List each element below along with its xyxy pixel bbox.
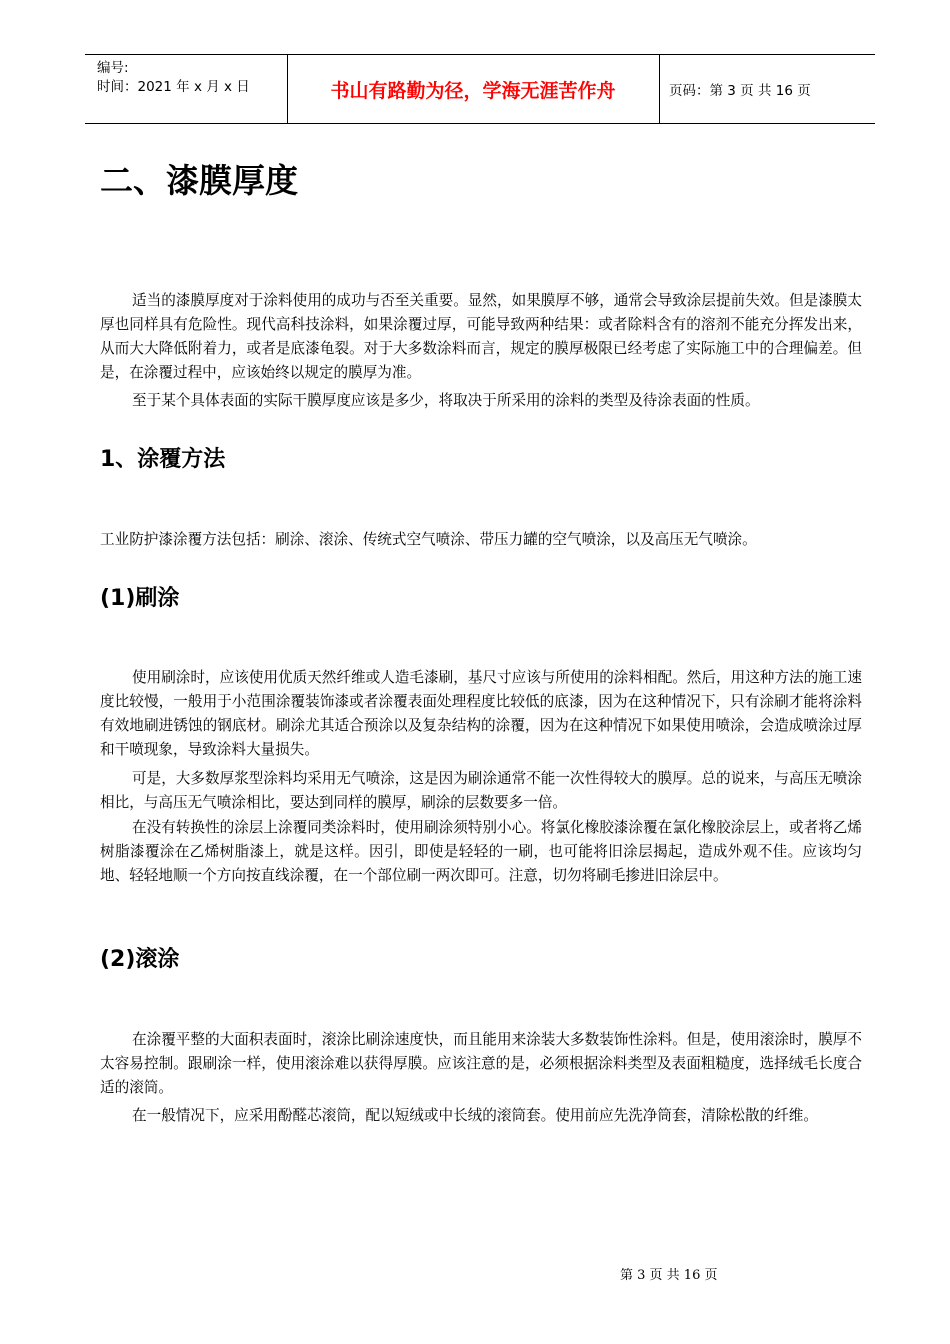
header-divider <box>659 55 660 123</box>
intro-paragraph: 至于某个具体表面的实际干膜厚度应该是多少，将取决于所采用的涂料的类型及待涂表面的性质。 <box>132 392 760 409</box>
subsection-heading: (2)滚涂 <box>100 947 180 972</box>
section-paragraph: 工业防护漆涂覆方法包括：刷涂、滚涂、传统式空气喷涂、带压力罐的空气喷涂，以及高压无气喷涂。 <box>100 531 757 548</box>
section-heading: 1、涂覆方法 <box>100 447 226 472</box>
body-paragraph: 在一般情况下，应采用酚醛芯滚筒，配以短绒或中长绒的滚筒套。使用前应先洗净筒套，清除松散的纤维。 <box>132 1107 818 1124</box>
header-page-info: 页码：第 3 页 共 16 页 <box>669 83 811 99</box>
intro-paragraph: 适当的漆膜厚度对于涂料使用的成功与否至关重要。显然，如果膜厚不够，通常会导致涂层提前失效。但是漆膜太厚也同样具有危险性。现代高科技涂料，如果涂覆过厚，可能导致两种结果：或者除料含有的溶剂不能充分挥发出来，从而大大降低附着力，或者是底漆龟裂。对于大多数涂料而言，规定的膜厚极限已经考虑了实际施工中的合理偏差。但是，在涂覆过程中，应该始终以规定的膜厚为准。 <box>100 292 862 381</box>
time-label: 时间：2021 年 x 月 x 日 <box>97 79 250 95</box>
body-paragraph: 在涂覆平整的大面积表面时，滚涂比刷涂速度快，而且能用来涂装大多数装饰性涂料。但是，使用滚涂时，膜厚不太容易控制。跟刷涂一样，使用滚涂难以获得厚膜。应该注意的是，必须根据涂料类型及表面粗糙度，选择绒毛长度合适的滚筒。 <box>100 1031 862 1096</box>
body-paragraph: 使用刷涂时，应该使用优质天然纤维或人造毛漆刷，基尺寸应该与所使用的涂料相配。然后，用这种方法的施工速度比较慢，一般用于小范围涂覆装饰漆或者涂覆表面处理程度比较低的底漆，因为在这种情况下，只有涂刷才能将涂料有效地刷进锈蚀的钢底材。刷涂尤其适合预涂以及复杂结构的涂覆，因为在这种情况下如果使用喷涂，会造成喷涂过厚和干喷现象，导致涂料大量损失。 <box>100 669 862 758</box>
page-header <box>85 54 875 124</box>
header-meta <box>97 59 287 97</box>
serial-label: 编号: <box>97 60 129 76</box>
page-footer: 第 3 页 共 16 页 <box>620 1268 718 1283</box>
body-paragraph: 可是，大多数厚浆型涂料均采用无气喷涂，这是因为刷涂通常不能一次性得较大的膜厚。总的说来，与高压无喷涂相比，与高压无气喷涂相比，要达到同样的膜厚，刷涂的层数要多一倍。 <box>100 770 862 811</box>
subsection-heading: (1)刷涂 <box>100 586 180 611</box>
header-motto: 书山有路勤为径，学海无涯苦作舟 <box>330 79 616 102</box>
page-title: 二、漆膜厚度 <box>100 161 298 200</box>
body-paragraph: 在没有转换性的涂层上涂覆同类涂料时，使用刷涂须特别小心。将氯化橡胶漆涂覆在氯化橡胶涂层上，或者将乙烯树脂漆覆涂在乙烯树脂漆上，就是这样。因引，即使是轻轻的一刷，也可能将旧涂层揭起，造成外观不佳。应该均匀地、轻轻地顺一个方向按直线涂覆，在一个部位刷一两次即可。注意，切勿将刷毛掺进旧涂层中。 <box>100 819 862 884</box>
